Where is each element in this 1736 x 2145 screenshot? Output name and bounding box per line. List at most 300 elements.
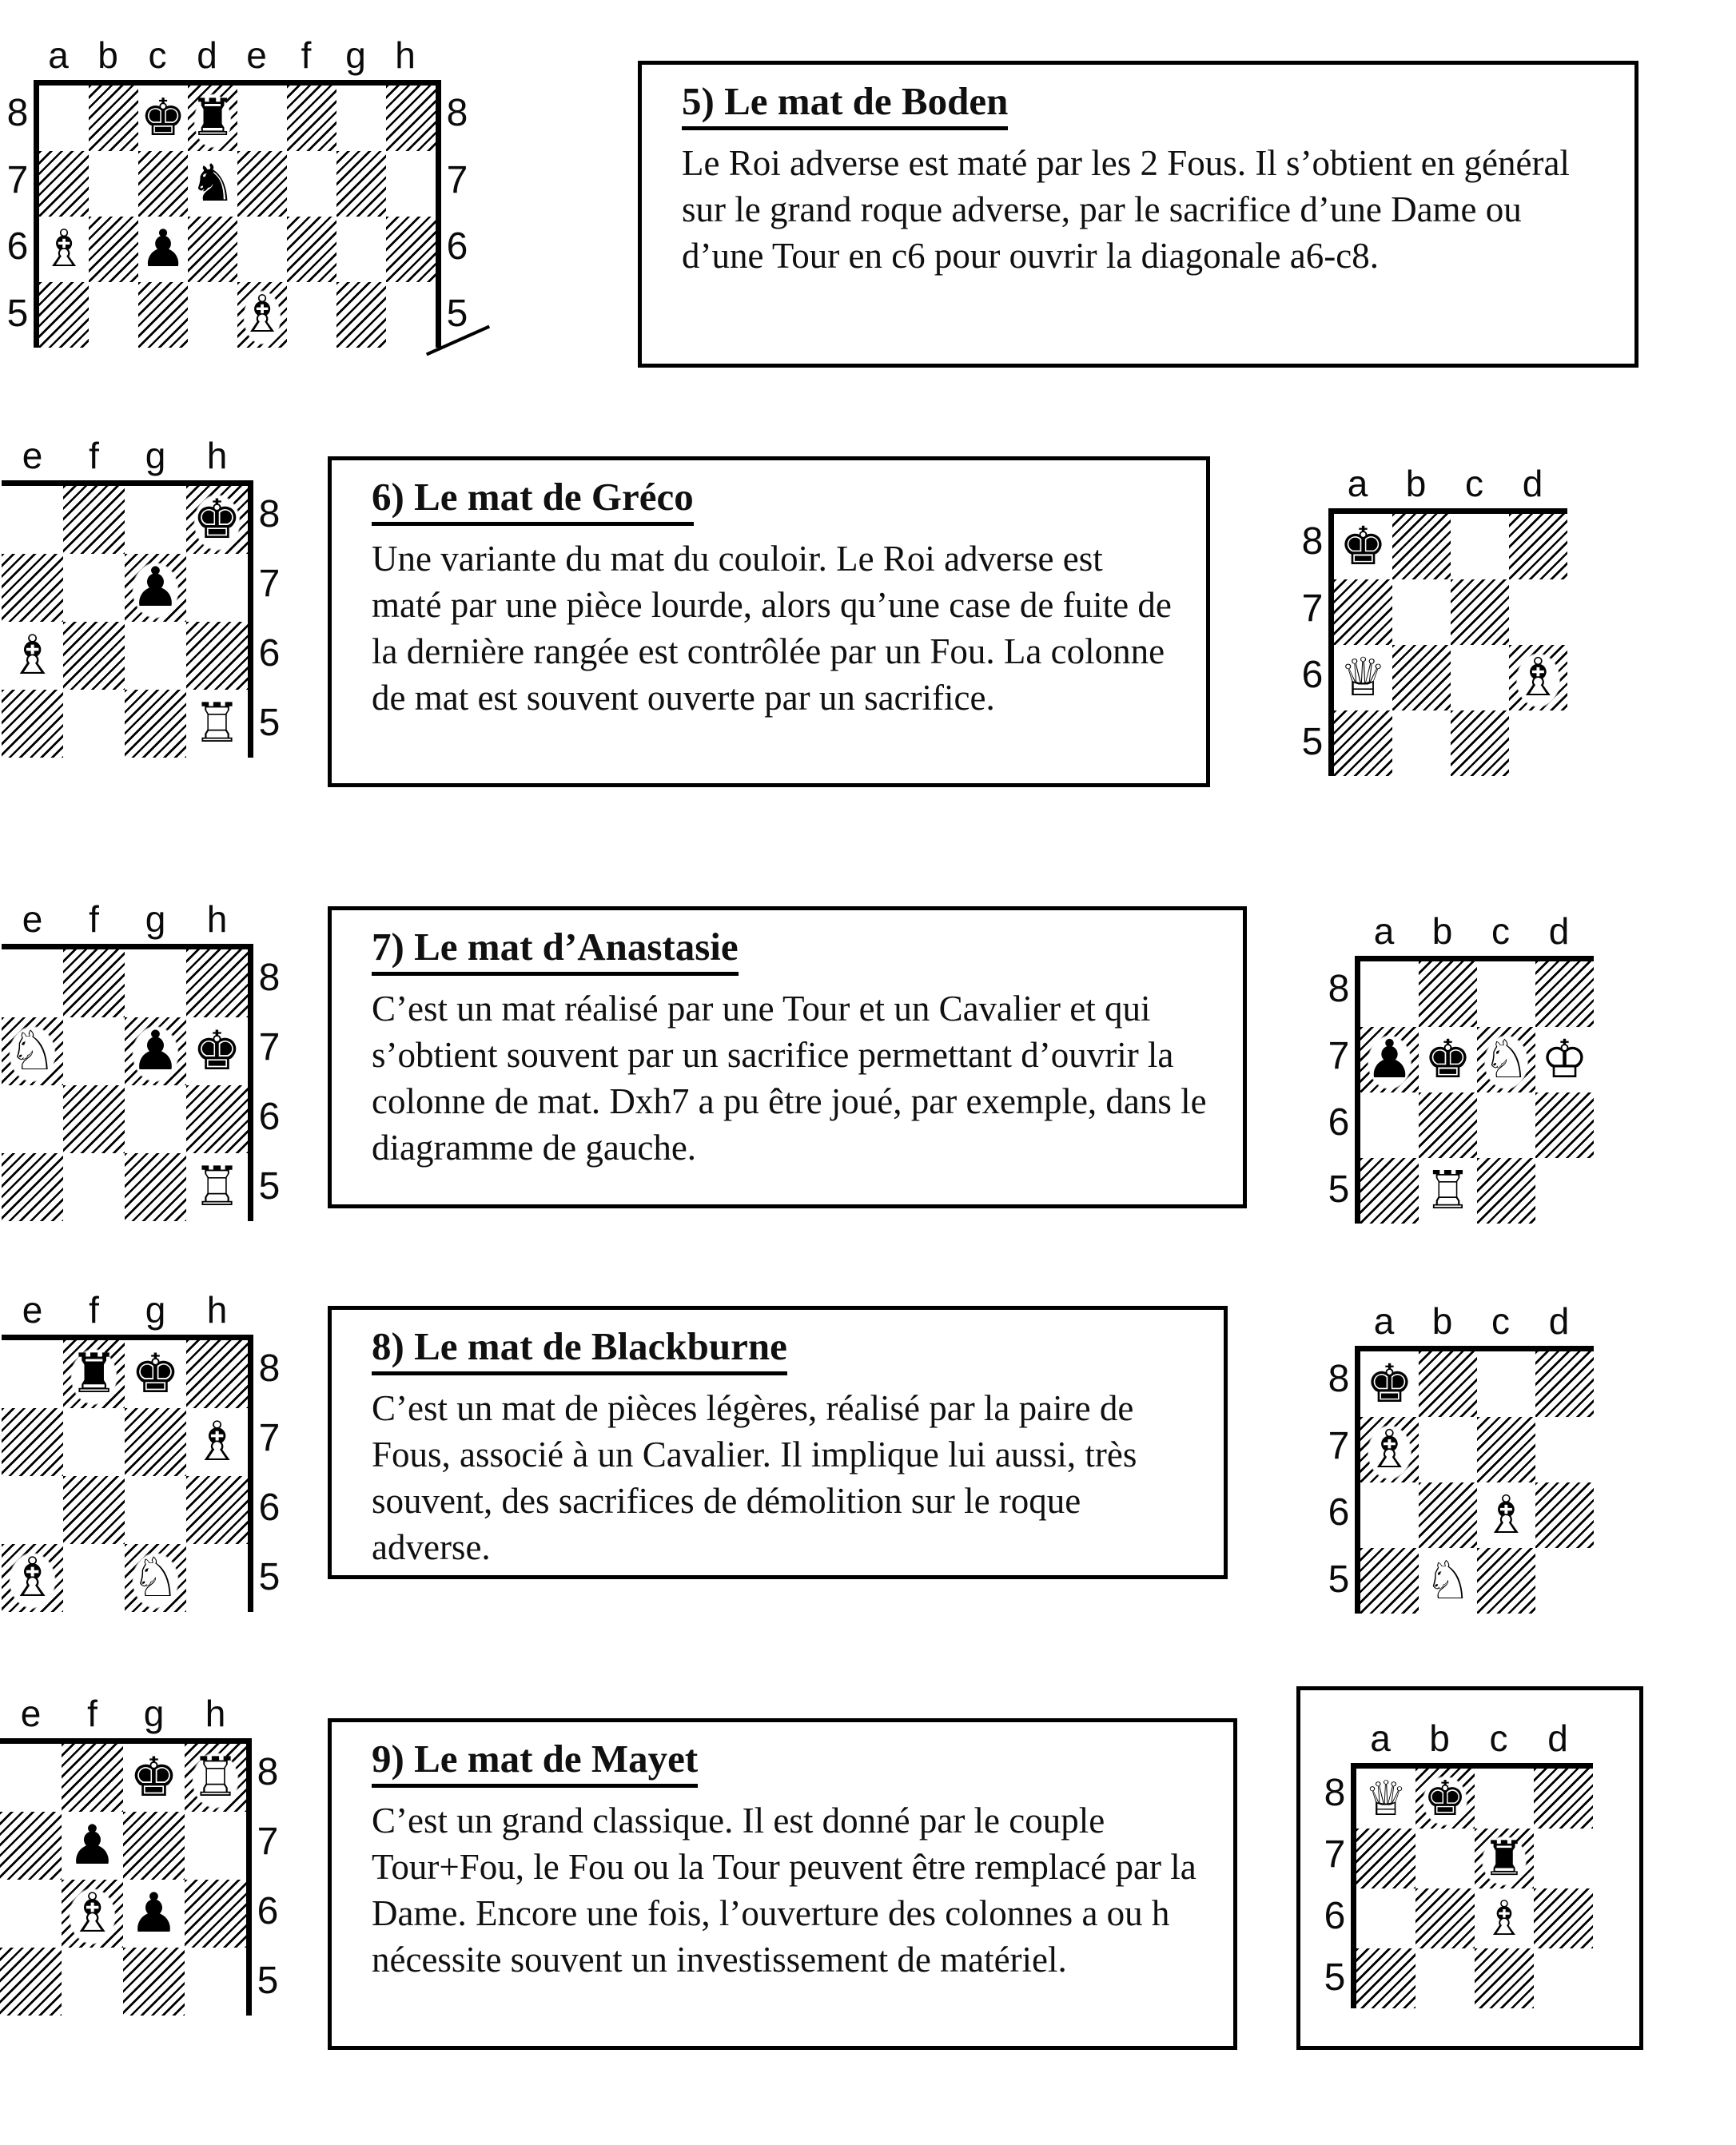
piece-black-king: ♚ xyxy=(1423,1029,1472,1090)
board-row-5 xyxy=(1356,1948,1593,2008)
chess-diagram-mayet-right xyxy=(1319,1717,1593,2008)
piece-black-king: ♚ xyxy=(129,1745,178,1809)
board-row-7 xyxy=(2,554,248,622)
board-row-8 xyxy=(1334,514,1567,579)
file-labels-row xyxy=(2,34,473,80)
square-d6 xyxy=(1535,1482,1594,1548)
square-d6 xyxy=(1534,1888,1593,1948)
file-label-e: e xyxy=(20,1693,42,1734)
square-e7 xyxy=(0,1812,62,1880)
square-c6 xyxy=(1477,1092,1535,1158)
rank-label-7: 7 xyxy=(446,158,468,201)
square-e5 xyxy=(2,1544,63,1612)
square-h5 xyxy=(186,1544,248,1612)
board-row-8 xyxy=(1356,1769,1593,1829)
file-label-e: e xyxy=(22,898,43,940)
square-c7 xyxy=(1475,1829,1534,1888)
rank-label-6: 6 xyxy=(258,1095,281,1138)
rank-label-8: 8 xyxy=(258,1347,281,1391)
square-c7 xyxy=(138,151,188,217)
square-d5 xyxy=(1535,1158,1594,1224)
square-c5 xyxy=(1451,710,1509,776)
square-c5 xyxy=(1477,1158,1535,1224)
board-body xyxy=(1296,508,1567,776)
rank-label-8: 8 xyxy=(258,957,281,1000)
square-f5 xyxy=(62,1948,123,2016)
file-label-h: h xyxy=(206,898,228,940)
piece-white-bishop: ♗ xyxy=(2,1544,63,1612)
square-a7 xyxy=(1334,579,1392,645)
square-g5 xyxy=(125,690,186,758)
square-g6 xyxy=(123,1880,185,1948)
square-b7 xyxy=(1419,1027,1477,1092)
square-a6 xyxy=(1360,1482,1419,1548)
board-row-5 xyxy=(2,690,248,758)
file-label-d: d xyxy=(197,34,217,76)
square-h5 xyxy=(185,1948,246,2016)
board-row-5 xyxy=(1334,710,1567,776)
rank-label-5: 5 xyxy=(446,292,468,336)
square-e6 xyxy=(2,1476,63,1544)
piece-white-bishop: ♗ xyxy=(1482,1484,1531,1546)
piece-black-rook: ♜ xyxy=(1475,1829,1534,1888)
square-h6 xyxy=(185,1880,246,1948)
rank-labels-left xyxy=(1296,508,1328,776)
square-a5 xyxy=(1334,710,1392,776)
square-h7 xyxy=(186,554,248,622)
square-c8 xyxy=(1475,1769,1534,1829)
piece-white-king: ♔ xyxy=(1540,1029,1589,1090)
square-g8 xyxy=(125,949,186,1017)
file-label-h: h xyxy=(395,34,416,76)
piece-black-king: ♚ xyxy=(1365,1353,1414,1415)
square-g5 xyxy=(125,1153,186,1221)
square-g7 xyxy=(125,1017,186,1085)
square-f5 xyxy=(287,282,336,348)
piece-white-bishop: ♗ xyxy=(1509,645,1567,710)
square-a5 xyxy=(39,282,89,348)
square-a7 xyxy=(1360,1027,1419,1092)
piece-white-bishop: ♗ xyxy=(1360,1417,1419,1482)
rank-label-7: 7 xyxy=(258,1026,281,1069)
square-c5 xyxy=(1475,1948,1534,2008)
rank-label-5: 5 xyxy=(258,701,281,744)
square-c6 xyxy=(1477,1482,1535,1548)
square-b6 xyxy=(1419,1092,1477,1158)
board-row-5 xyxy=(1360,1158,1594,1224)
board-row-7 xyxy=(39,151,436,217)
chess-diagram-blackburne-right xyxy=(1323,1300,1594,1614)
file-label-g: g xyxy=(145,898,166,940)
board-row-8 xyxy=(1360,961,1594,1027)
square-d5 xyxy=(188,282,237,348)
square-d7 xyxy=(188,151,237,217)
square-c7 xyxy=(1451,579,1509,645)
file-label-b: b xyxy=(1431,1300,1453,1342)
board-body xyxy=(0,1738,284,2016)
square-e6 xyxy=(0,1880,62,1948)
square-h5 xyxy=(186,1153,248,1221)
square-d8 xyxy=(1534,1769,1593,1829)
square-h8 xyxy=(186,1340,248,1408)
file-labels-row xyxy=(1296,463,1567,508)
board-row-6 xyxy=(2,1476,248,1544)
square-d8 xyxy=(1509,514,1567,579)
square-c6 xyxy=(1451,645,1509,710)
square-a8 xyxy=(39,86,89,151)
square-h6 xyxy=(186,1085,248,1153)
rank-label-5: 5 xyxy=(1328,1168,1350,1212)
file-label-c: c xyxy=(1491,1300,1510,1342)
file-label-a: a xyxy=(1373,910,1395,952)
square-a8 xyxy=(1334,514,1392,579)
file-label-d: d xyxy=(1548,1300,1570,1342)
file-label-f: f xyxy=(89,898,99,940)
rank-label-6: 6 xyxy=(257,1889,279,1932)
board-row-5 xyxy=(2,1153,248,1221)
square-d6 xyxy=(1535,1092,1594,1158)
piece-white-bishop: ♗ xyxy=(1483,1890,1526,1947)
board-row-6 xyxy=(1356,1888,1593,1948)
square-a8 xyxy=(1356,1769,1415,1829)
board-grid xyxy=(1355,1346,1594,1614)
board-row-7 xyxy=(2,1408,248,1476)
piece-black-pawn: ♟ xyxy=(140,220,186,279)
rank-label-7: 7 xyxy=(258,1417,281,1460)
board-grid xyxy=(34,80,441,348)
board-row-8 xyxy=(0,1744,246,1812)
rank-label-7: 7 xyxy=(1328,1034,1350,1077)
rank-label-8: 8 xyxy=(1328,1357,1350,1400)
rank-label-8: 8 xyxy=(1301,519,1324,563)
board-row-8 xyxy=(1360,1351,1594,1417)
file-label-d: d xyxy=(1547,1717,1568,1759)
rank-label-8: 8 xyxy=(446,91,468,134)
square-f8 xyxy=(62,1744,123,1812)
rank-labels-left xyxy=(1319,1763,1351,2008)
square-g7 xyxy=(123,1812,185,1880)
section-body: C’est un mat de pièces légères, réalisé par la paire de Fous, associé à un Cavalier. Il implique lui aussi, très souvent, des sacrifices de démolition sur le roque adverse. xyxy=(372,1388,1137,1568)
piece-white-knight: ♘ xyxy=(125,1544,186,1612)
square-g5 xyxy=(336,282,386,348)
square-g5 xyxy=(123,1948,185,2016)
board-row-5 xyxy=(1360,1548,1594,1614)
rank-label-7: 7 xyxy=(1301,587,1324,630)
section-body: Le Roi adverse est maté par les 2 Fous. Il s’obtient en général sur le grand roque adverse, par le sacrifice d’une Dame ou d’une Tour en c6 pour ouvrir la diagonale a6-c8. xyxy=(682,143,1570,277)
piece-black-king: ♚ xyxy=(140,89,186,148)
file-label-c: c xyxy=(148,34,167,76)
square-b6 xyxy=(1392,645,1451,710)
square-a8 xyxy=(1360,1351,1419,1417)
square-b7 xyxy=(1415,1829,1475,1888)
square-b7 xyxy=(89,151,138,217)
rank-labels-right xyxy=(253,944,285,1221)
file-label-f: f xyxy=(87,1693,98,1734)
square-e5 xyxy=(237,282,287,348)
piece-white-knight: ♘ xyxy=(2,1017,63,1085)
board-row-5 xyxy=(0,1948,246,2016)
file-labels-row xyxy=(0,1693,284,1738)
piece-white-bishop: ♗ xyxy=(41,220,87,279)
square-e8 xyxy=(0,1744,62,1812)
piece-white-rook: ♖ xyxy=(185,1744,246,1812)
piece-black-rook: ♜ xyxy=(63,1340,125,1408)
rank-label-8: 8 xyxy=(1328,967,1350,1010)
board-row-6 xyxy=(0,1880,246,1948)
info-box-greco xyxy=(328,456,1210,787)
board-row-8 xyxy=(2,949,248,1017)
section-heading: 9) Le mat de Mayet xyxy=(372,1737,1203,1788)
rank-label-5: 5 xyxy=(1324,1956,1346,1999)
square-c5 xyxy=(138,282,188,348)
board-row-7 xyxy=(1360,1027,1594,1092)
rank-label-8: 8 xyxy=(257,1751,279,1794)
board-row-8 xyxy=(2,486,248,554)
square-f8 xyxy=(63,1340,125,1408)
square-b6 xyxy=(1419,1482,1477,1548)
rank-label-6: 6 xyxy=(1328,1101,1350,1144)
square-f6 xyxy=(287,217,336,282)
square-h8 xyxy=(185,1744,246,1812)
file-labels-row xyxy=(1323,910,1594,956)
square-g5 xyxy=(125,1544,186,1612)
board-grid xyxy=(1351,1763,1593,2008)
chess-diagram-mayet-left xyxy=(0,1693,284,2016)
square-f7 xyxy=(63,554,125,622)
square-f5 xyxy=(63,1153,125,1221)
rank-label-5: 5 xyxy=(257,1959,279,2002)
square-c7 xyxy=(1477,1027,1535,1092)
info-box-boden xyxy=(638,61,1638,368)
square-h8 xyxy=(386,86,436,151)
chess-diagram-greco-right xyxy=(1296,463,1567,776)
file-label-a: a xyxy=(48,34,69,76)
chess-diagram-anastasie-left xyxy=(2,898,285,1221)
square-d8 xyxy=(1535,961,1594,1027)
file-labels-row xyxy=(2,435,285,480)
rank-label-7: 7 xyxy=(257,1821,279,1864)
piece-white-bishop: ♗ xyxy=(193,1410,241,1474)
rank-label-6: 6 xyxy=(1324,1894,1346,1937)
square-g8 xyxy=(125,1340,186,1408)
square-d5 xyxy=(1534,1948,1593,2008)
piece-black-pawn: ♟ xyxy=(1360,1027,1419,1092)
section-heading: 8) Le mat de Blackburne xyxy=(372,1324,1193,1375)
rank-labels-right xyxy=(252,1738,284,2016)
square-e5 xyxy=(2,1153,63,1221)
square-h6 xyxy=(186,622,248,690)
file-labels-row xyxy=(2,898,285,944)
board-grid xyxy=(1328,508,1567,776)
board-body xyxy=(1319,1763,1593,2008)
rank-labels-left xyxy=(1323,956,1355,1224)
square-g6 xyxy=(125,1085,186,1153)
piece-white-knight: ♘ xyxy=(1423,1550,1472,1611)
square-g7 xyxy=(125,1408,186,1476)
rank-label-5: 5 xyxy=(1301,721,1324,764)
square-e7 xyxy=(2,554,63,622)
square-b8 xyxy=(1419,1351,1477,1417)
file-label-h: h xyxy=(205,1693,226,1734)
piece-white-bishop: ♗ xyxy=(237,282,287,348)
board-row-6 xyxy=(2,1085,248,1153)
square-d5 xyxy=(1535,1548,1594,1614)
section-heading: 5) Le mat de Boden xyxy=(682,79,1604,130)
piece-white-rook: ♖ xyxy=(1423,1160,1472,1221)
square-d7 xyxy=(1535,1417,1594,1482)
file-label-a: a xyxy=(1370,1717,1391,1759)
square-g8 xyxy=(125,486,186,554)
square-f7 xyxy=(62,1812,123,1880)
file-labels-row xyxy=(2,1289,285,1335)
board-row-6 xyxy=(1334,645,1567,710)
file-label-b: b xyxy=(98,34,118,76)
square-d7 xyxy=(1534,1829,1593,1888)
square-b6 xyxy=(89,217,138,282)
board-body xyxy=(2,1335,285,1612)
rank-label-6: 6 xyxy=(1301,654,1324,697)
square-f8 xyxy=(63,486,125,554)
square-h7 xyxy=(185,1812,246,1880)
section-body: Une variante du mat du couloir. Le Roi adverse est maté par une pièce lourde, alors qu’une case de fuite de la dernière rangée est contrôlée par un Fou. La colonne de mat est souvent ouverte par un sacrifice. xyxy=(372,539,1172,718)
rank-label-5: 5 xyxy=(6,292,29,336)
square-g8 xyxy=(336,86,386,151)
file-label-b: b xyxy=(1431,910,1453,952)
rank-labels-right xyxy=(253,480,285,758)
board-grid xyxy=(0,1738,252,2016)
square-a5 xyxy=(1360,1158,1419,1224)
square-h6 xyxy=(386,217,436,282)
square-h5 xyxy=(186,690,248,758)
board-row-7 xyxy=(1356,1829,1593,1888)
file-label-e: e xyxy=(246,34,267,76)
piece-white-knight: ♘ xyxy=(1477,1027,1535,1092)
square-b7 xyxy=(1392,579,1451,645)
file-label-e: e xyxy=(22,1289,43,1331)
square-e7 xyxy=(237,151,287,217)
square-b8 xyxy=(1419,961,1477,1027)
piece-black-knight: ♞ xyxy=(189,154,236,213)
square-a7 xyxy=(39,151,89,217)
file-label-a: a xyxy=(1347,463,1368,504)
board-row-7 xyxy=(1360,1417,1594,1482)
board-body xyxy=(2,480,285,758)
square-f5 xyxy=(63,690,125,758)
file-label-f: f xyxy=(89,435,99,476)
square-d7 xyxy=(1509,579,1567,645)
file-label-f: f xyxy=(89,1289,99,1331)
square-h7 xyxy=(386,151,436,217)
file-label-c: c xyxy=(1491,910,1510,952)
square-c8 xyxy=(1477,961,1535,1027)
section-body: C’est un mat réalisé par une Tour et un Cavalier et qui s’obtient souvent par un sacrifice permettant d’ouvrir la colonne de mat. Dxh7 a pu être joué, par exemple, dans le diagramme de gauche. xyxy=(372,989,1207,1168)
section-body: C’est un grand classique. Il est donné par le couple Tour+Fou, le Fou ou la Tour peuvent être remplacé par la Dame. Encore une fois, l’ouverture des colonnes a ou h nécessite souvent un investissement de matériel. xyxy=(372,1801,1196,1980)
square-b6 xyxy=(1415,1888,1475,1948)
info-box-mayet xyxy=(328,1718,1237,2050)
piece-black-pawn: ♟ xyxy=(125,554,186,622)
square-a7 xyxy=(1356,1829,1415,1888)
piece-black-king: ♚ xyxy=(193,1019,241,1083)
file-label-f: f xyxy=(301,34,312,76)
board-row-6 xyxy=(1360,1092,1594,1158)
rank-label-6: 6 xyxy=(1328,1491,1350,1534)
square-f6 xyxy=(63,1476,125,1544)
square-h8 xyxy=(186,486,248,554)
rank-label-6: 6 xyxy=(258,631,281,675)
rank-label-6: 6 xyxy=(446,225,468,269)
file-label-h: h xyxy=(206,1289,228,1331)
square-a5 xyxy=(1356,1948,1415,2008)
square-b5 xyxy=(1392,710,1451,776)
square-g6 xyxy=(125,622,186,690)
square-a6 xyxy=(1356,1888,1415,1948)
square-c8 xyxy=(138,86,188,151)
square-h5 xyxy=(386,282,436,348)
board-row-7 xyxy=(1334,579,1567,645)
rank-label-6: 6 xyxy=(6,225,29,269)
square-b5 xyxy=(1419,1548,1477,1614)
square-g7 xyxy=(125,554,186,622)
square-f6 xyxy=(62,1880,123,1948)
square-f8 xyxy=(63,949,125,1017)
file-label-e: e xyxy=(22,435,43,476)
square-b8 xyxy=(1415,1769,1475,1829)
square-g6 xyxy=(336,217,386,282)
piece-white-rook: ♖ xyxy=(193,1155,241,1219)
rank-label-7: 7 xyxy=(1328,1424,1350,1467)
square-b8 xyxy=(1392,514,1451,579)
file-label-c: c xyxy=(1489,1717,1508,1759)
square-e5 xyxy=(0,1948,62,2016)
board-grid xyxy=(2,944,253,1221)
board-row-8 xyxy=(2,1340,248,1408)
file-label-d: d xyxy=(1548,910,1570,952)
square-e5 xyxy=(2,690,63,758)
rank-label-8: 8 xyxy=(258,493,281,536)
rank-labels-left xyxy=(1323,1346,1355,1614)
file-label-d: d xyxy=(1522,463,1543,504)
square-f6 xyxy=(63,1085,125,1153)
square-c7 xyxy=(1477,1417,1535,1482)
rank-label-7: 7 xyxy=(1324,1833,1346,1876)
piece-black-king: ♚ xyxy=(1415,1769,1475,1829)
square-g8 xyxy=(123,1744,185,1812)
board-body xyxy=(1323,956,1594,1224)
square-e6 xyxy=(2,622,63,690)
square-a6 xyxy=(39,217,89,282)
file-labels-row xyxy=(1319,1717,1593,1763)
square-a6 xyxy=(1334,645,1392,710)
square-f7 xyxy=(287,151,336,217)
rank-labels-right xyxy=(253,1335,285,1612)
square-d5 xyxy=(1509,710,1567,776)
board-grid xyxy=(2,480,253,758)
square-c8 xyxy=(1477,1351,1535,1417)
board-row-7 xyxy=(2,1017,248,1085)
square-e8 xyxy=(237,86,287,151)
board-grid xyxy=(2,1335,253,1612)
piece-white-rook: ♖ xyxy=(193,691,241,755)
board-row-6 xyxy=(39,217,436,282)
square-b5 xyxy=(1415,1948,1475,2008)
square-c6 xyxy=(1475,1888,1534,1948)
board-body xyxy=(2,944,285,1221)
square-g7 xyxy=(336,151,386,217)
square-a8 xyxy=(1360,961,1419,1027)
rank-label-8: 8 xyxy=(6,91,29,134)
file-label-c: c xyxy=(1465,463,1483,504)
square-c5 xyxy=(1477,1548,1535,1614)
